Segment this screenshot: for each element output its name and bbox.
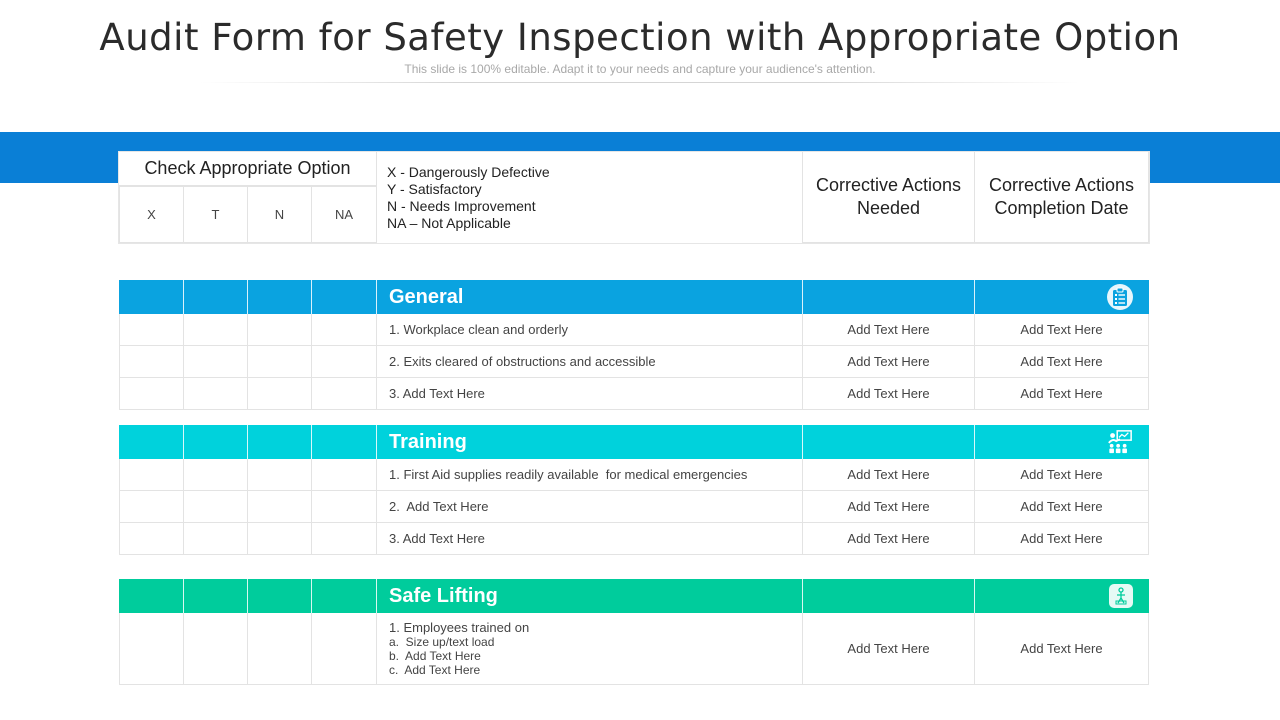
section-general-header <box>119 280 1149 314</box>
completion-date-cell[interactable]: Add Text Here <box>975 459 1149 491</box>
title-divider <box>200 82 1080 83</box>
check-cell-n[interactable] <box>248 491 312 523</box>
check-cell-n[interactable] <box>248 314 312 346</box>
corrective-action-cell[interactable]: Add Text Here <box>803 491 975 523</box>
item-text: 3. Add Text Here <box>377 378 803 410</box>
completion-date-cell[interactable]: Add Text Here <box>975 346 1149 378</box>
page-title: Audit Form for Safety Inspection with Appropriate Option <box>99 16 1181 59</box>
item-heading: 1. Employees trained on <box>389 620 530 635</box>
item-text: 2. Add Text Here <box>377 491 803 523</box>
completion-date-cell[interactable]: Add Text Here <box>975 613 1149 685</box>
check-option-title: Check Appropriate Option <box>119 152 377 186</box>
check-cell-x[interactable] <box>119 346 184 378</box>
check-cell-n[interactable] <box>248 378 312 410</box>
completion-date-cell[interactable]: Add Text Here <box>975 523 1149 555</box>
check-cell-x[interactable] <box>119 523 184 555</box>
option-x: X <box>119 186 184 243</box>
legend-line: NA – Not Applicable <box>387 215 511 231</box>
sub-item: a. Size up/text load <box>389 635 495 649</box>
legend-line: X - Dangerously Defective <box>387 164 550 180</box>
col-completion-date-label: Corrective Actions Completion Date <box>988 175 1135 218</box>
check-cell-n[interactable] <box>248 459 312 491</box>
item-text <box>377 613 803 685</box>
item-text: 1. Workplace clean and orderly <box>377 314 803 346</box>
check-cell-t[interactable] <box>184 346 248 378</box>
section-lifting-title: Safe Lifting <box>389 585 498 607</box>
lifting-person-icon <box>1109 584 1133 608</box>
page-subtitle: This slide is 100% editable. Adapt it to your needs and capture your audience's attention. <box>404 62 876 76</box>
section-general-title: General <box>389 286 464 308</box>
corrective-action-cell[interactable]: Add Text Here <box>803 314 975 346</box>
option-legend <box>377 152 803 243</box>
item-sub-list <box>389 620 529 677</box>
presentation-icon <box>1107 429 1133 455</box>
item-text: 2. Exits cleared of obstructions and accessible <box>377 346 803 378</box>
check-cell-na[interactable] <box>312 523 377 555</box>
col-completion-date-header <box>975 152 1149 243</box>
check-cell-na[interactable] <box>312 459 377 491</box>
table-row <box>119 346 1149 378</box>
completion-date-cell[interactable]: Add Text Here <box>975 491 1149 523</box>
check-cell-x[interactable] <box>119 314 184 346</box>
check-cell-n[interactable] <box>248 523 312 555</box>
col-corrective-actions-label: Corrective Actions Needed <box>815 175 962 218</box>
section-lifting-header <box>119 579 1149 613</box>
sub-item: b. Add Text Here <box>389 649 481 663</box>
table-row <box>119 613 1149 685</box>
check-cell-n[interactable] <box>248 613 312 685</box>
clipboard-icon <box>1107 284 1133 310</box>
option-na: NA <box>312 186 377 243</box>
check-cell-t[interactable] <box>184 523 248 555</box>
check-cell-t[interactable] <box>184 314 248 346</box>
legend-line: N - Needs Improvement <box>387 198 536 214</box>
corrective-action-cell[interactable]: Add Text Here <box>803 613 975 685</box>
section-training-title: Training <box>389 431 467 453</box>
check-cell-na[interactable] <box>312 378 377 410</box>
table-row <box>119 314 1149 346</box>
completion-date-cell[interactable]: Add Text Here <box>975 314 1149 346</box>
legend-line: Y - Satisfactory <box>387 181 482 197</box>
check-cell-na[interactable] <box>312 491 377 523</box>
col-corrective-actions-header <box>803 152 975 243</box>
item-text: 3. Add Text Here <box>377 523 803 555</box>
table-row <box>119 378 1149 410</box>
item-text: 1. First Aid supplies readily available for medical emergencies <box>377 459 803 491</box>
check-cell-n[interactable] <box>248 346 312 378</box>
table-row <box>119 459 1149 491</box>
check-cell-t[interactable] <box>184 491 248 523</box>
check-cell-t[interactable] <box>184 459 248 491</box>
check-cell-t[interactable] <box>184 613 248 685</box>
check-cell-x[interactable] <box>119 613 184 685</box>
check-cell-na[interactable] <box>312 346 377 378</box>
corrective-action-cell[interactable]: Add Text Here <box>803 459 975 491</box>
option-n: N <box>248 186 312 243</box>
corrective-action-cell[interactable]: Add Text Here <box>803 346 975 378</box>
check-cell-x[interactable] <box>119 378 184 410</box>
completion-date-cell[interactable]: Add Text Here <box>975 378 1149 410</box>
section-training-header <box>119 425 1149 459</box>
table-row <box>119 491 1149 523</box>
corrective-action-cell[interactable]: Add Text Here <box>803 523 975 555</box>
check-cell-x[interactable] <box>119 491 184 523</box>
check-cell-na[interactable] <box>312 314 377 346</box>
check-cell-na[interactable] <box>312 613 377 685</box>
sub-item: c. Add Text Here <box>389 663 481 677</box>
table-row <box>119 523 1149 555</box>
option-t: T <box>184 186 248 243</box>
check-cell-t[interactable] <box>184 378 248 410</box>
corrective-action-cell[interactable]: Add Text Here <box>803 378 975 410</box>
check-cell-x[interactable] <box>119 459 184 491</box>
